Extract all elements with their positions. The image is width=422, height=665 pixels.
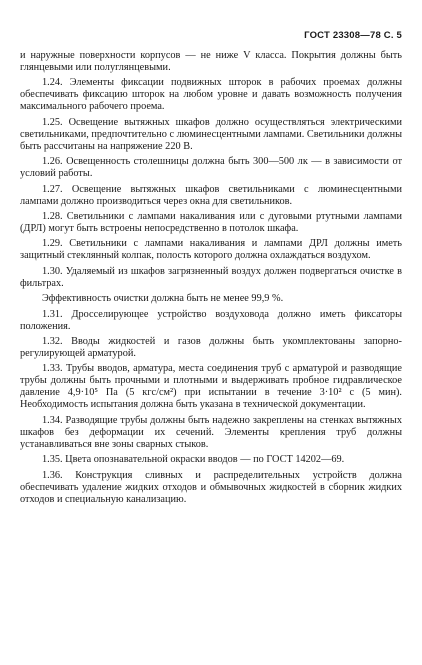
clause-1-29: 1.29. Светильники с лампами накаливания и лампами ДРЛ должны иметь защитный стеклянный колпак, полость которого должна охлаждаться воздухом. <box>20 238 402 262</box>
document-body <box>20 50 402 506</box>
clause-1-33: 1.33. Трубы вводов, арматура, места соединения труб с арматурой и разводящие трубы должны быть прочными и плотными и выдерживать пробное гидравлическое давление 4,9·10⁵ Па (5 кгс/см²) при испытании в течение 3·10² с (5 мин). Необходимость испытания должна быть указана в технической документации. <box>20 363 402 411</box>
paragraph-continuation: и наружные поверхности корпусов — не ниже V класса. Покрытия должны быть глянцевыми или полуглянцевыми. <box>20 50 402 74</box>
clause-1-31: 1.31. Дросселирующее устройство воздуховода должно иметь фиксаторы положения. <box>20 308 402 332</box>
clause-1-30-efficiency: Эффективность очистки должна быть не менее 99,9 %. <box>42 293 284 305</box>
clause-1-24: 1.24. Элементы фиксации подвижных шторок в рабочих проемах должны обеспечивать фиксацию шторок на любом уровне и давать возможность получения максимального рабочего проема. <box>20 77 402 113</box>
running-header: ГОСТ 23308—78 С. 5 <box>304 30 402 41</box>
clause-1-28: 1.28. Светильники с лампами накаливания или с дуговыми ртутными лампами (ДРЛ) могут быть встроены непосредственно в потолок шкафа. <box>20 211 402 235</box>
clause-1-32: 1.32. Вводы жидкостей и газов должны быть укомплектованы запорно-регулирующей арматурой. <box>20 335 402 359</box>
clause-1-27: 1.27. Освещение вытяжных шкафов светильниками с люминесцентными лампами должно производиться через окна для светильников. <box>20 183 402 207</box>
clause-1-25: 1.25. Освещение вытяжных шкафов должно осуществляться электрическими светильниками, предпочтительно с люминесцентными лампами. Светильники должны быть рассчитаны на напряжение 220 В. <box>20 116 402 152</box>
clause-1-30: 1.30. Удаляемый из шкафов загрязненный воздух должен подвергаться очистке в фильтрах. <box>20 265 402 289</box>
clause-1-34: 1.34. Разводящие трубы должны быть надежно закреплены на стенках вытяжных шкафов без деформации их сечений. Элементы крепления труб должны устанавливаться вне зоны сварных стыков. <box>20 414 402 450</box>
clause-1-36: 1.36. Конструкция сливных и распределительных устройств должна обеспечивать удаление жидких отходов и обмывочных жидкостей в сборник жидких отходов и специальную канализацию. <box>20 469 402 505</box>
clause-1-35: 1.35. Цвета опознавательной окраски вводов — по ГОСТ 14202—69. <box>42 454 345 466</box>
clause-1-26: 1.26. Освещенность столешницы должна быть 300—500 лк — в зависимости от условий работы. <box>20 156 402 180</box>
